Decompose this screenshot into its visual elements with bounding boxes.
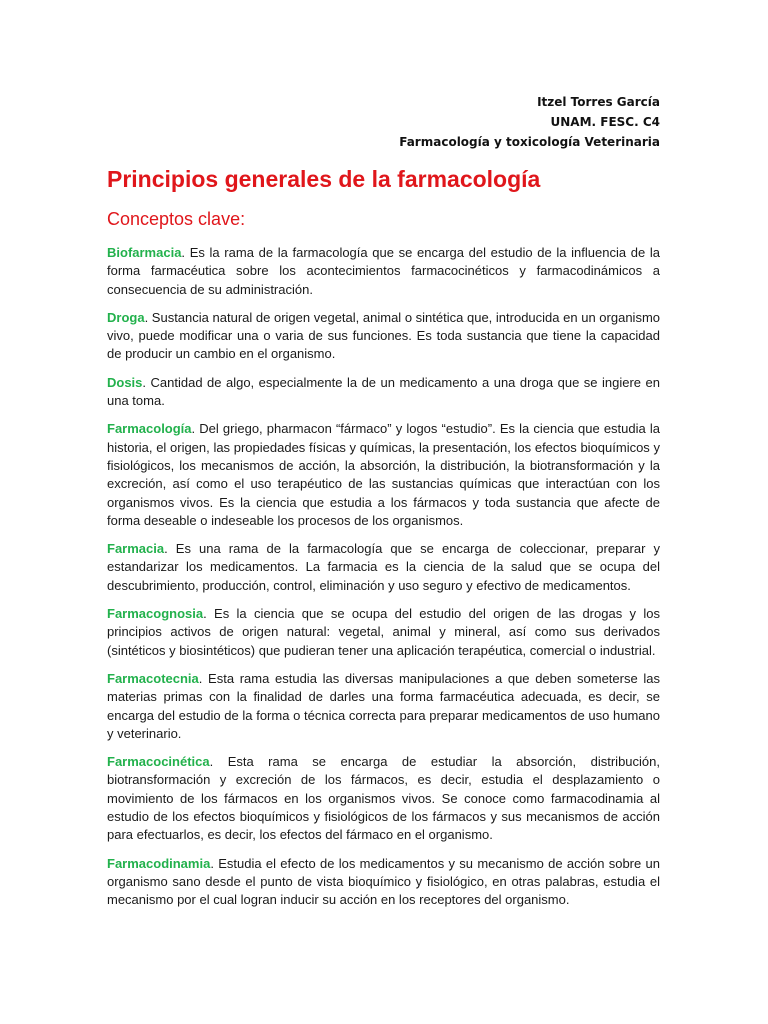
concept-definition: . Esta rama estudia las diversas manipulaciones a que deben someterse las materias primas con la finalidad de darles una forma farmacéutica adecuada, es decir, se encarga del estudio de la forma o técnica correcta para preparar medicamentos de uso humano y veterinario. xyxy=(107,670,660,741)
concept-entry xyxy=(107,374,660,411)
concept-definition: . Es la rama de la farmacología que se encarga del estudio de la influencia de la forma farmacéutica sobre los acontecimientos farmacocinéticos y farmacodinámicos a consecuencia de su administración. xyxy=(107,245,660,297)
concept-entry xyxy=(107,420,660,530)
author-header xyxy=(399,92,660,152)
concept-entry xyxy=(107,540,660,595)
concept-term: Farmacotecnia xyxy=(107,670,199,686)
concept-term: Farmacología xyxy=(107,421,192,437)
course-name: Farmacología y toxicología Veterinaria xyxy=(399,135,660,149)
document-title: Principios generales de la farmacología xyxy=(107,166,541,192)
concept-definition: . Es la ciencia que se ocupa del estudio del origen de las drogas y los principios activos de origen natural: vegetal, animal y mineral, así como sus derivados (sintéticos y biosintéticos) que pudieran tener una aplicación terapéutica, comercial o industrial. xyxy=(107,606,660,658)
concept-term: Farmacognosia xyxy=(107,606,204,622)
section-title: Conceptos clave: xyxy=(107,209,246,229)
concept-entry xyxy=(107,670,660,743)
concept-definition: . Es una rama de la farmacología que se encarga de coleccionar, preparar y estandarizar los medicamentos. La farmacia es la ciencia de la salud que se ocupa del descubrimiento, producción, control, eliminación y uso seguro y efectivo de medicamentos. xyxy=(107,541,660,593)
concept-term: Droga xyxy=(107,309,145,325)
concept-entry xyxy=(107,309,660,364)
concept-definition: . Estudia el efecto de los medicamentos y su mecanismo de acción sobre un organismo sano desde el punto de vista bioquímico y fisiológico, en otras palabras, estudia el mecanismo por el cual logran inducir su acción en los receptores del organismo. xyxy=(107,855,660,908)
concept-term: Dosis xyxy=(107,374,143,390)
author-name: Itzel Torres García xyxy=(537,95,660,109)
concept-term: Farmacocinética xyxy=(107,754,210,770)
concept-entry xyxy=(107,855,660,910)
institution: UNAM. FESC. C4 xyxy=(550,115,660,129)
concept-definition: . Cantidad de algo, especialmente la de un medicamento a una droga que se ingiere en una toma. xyxy=(107,374,660,409)
concept-entry xyxy=(107,605,660,660)
concept-term: Biofarmacia xyxy=(107,245,182,260)
concept-term: Farmacia xyxy=(107,541,165,557)
concept-entry xyxy=(107,244,660,299)
concept-definition: . Sustancia natural de origen vegetal, animal o sintética que, introducida en un organismo vivo, puede modificar una o varia de sus funciones. Es toda sustancia que tiene la capacidad de producir un cambio en el organismo. xyxy=(107,309,660,362)
concepts-list xyxy=(107,244,660,920)
concept-definition: . Esta rama se encarga de estudiar la absorción, distribución, biotransformación y excreción de los fármacos, es decir, estudia el desplazamiento o movimiento de los fármacos en los organismos vivos. Se conoce como farmacodinamia al estudio de los efectos bioquímicos y fisiológicos de los fármacos y sus mecanismos de acción para efectuarlos, es decir, los efectos del fármaco en el organismo. xyxy=(107,754,660,843)
concept-entry xyxy=(107,753,660,844)
concept-term: Farmacodinamia xyxy=(107,855,211,871)
concept-definition: . Del griego, pharmacon “fármaco” y logos “estudio”. Es la ciencia que estudia la historia, el origen, las propiedades físicas y químicas, la presentación, los efectos bioquímicos y fisiológicos, los mecanismos de acción, la absorción, la distribución, la biotransformación y la excreción, así como el uso terapéutico de las sustancias químicas que interactúan con los organismos vivos. Es la ciencia que estudia a los fármacos y toda sustancia que afecte de forma deseable o indeseable los procesos de los organismos. xyxy=(107,421,660,528)
